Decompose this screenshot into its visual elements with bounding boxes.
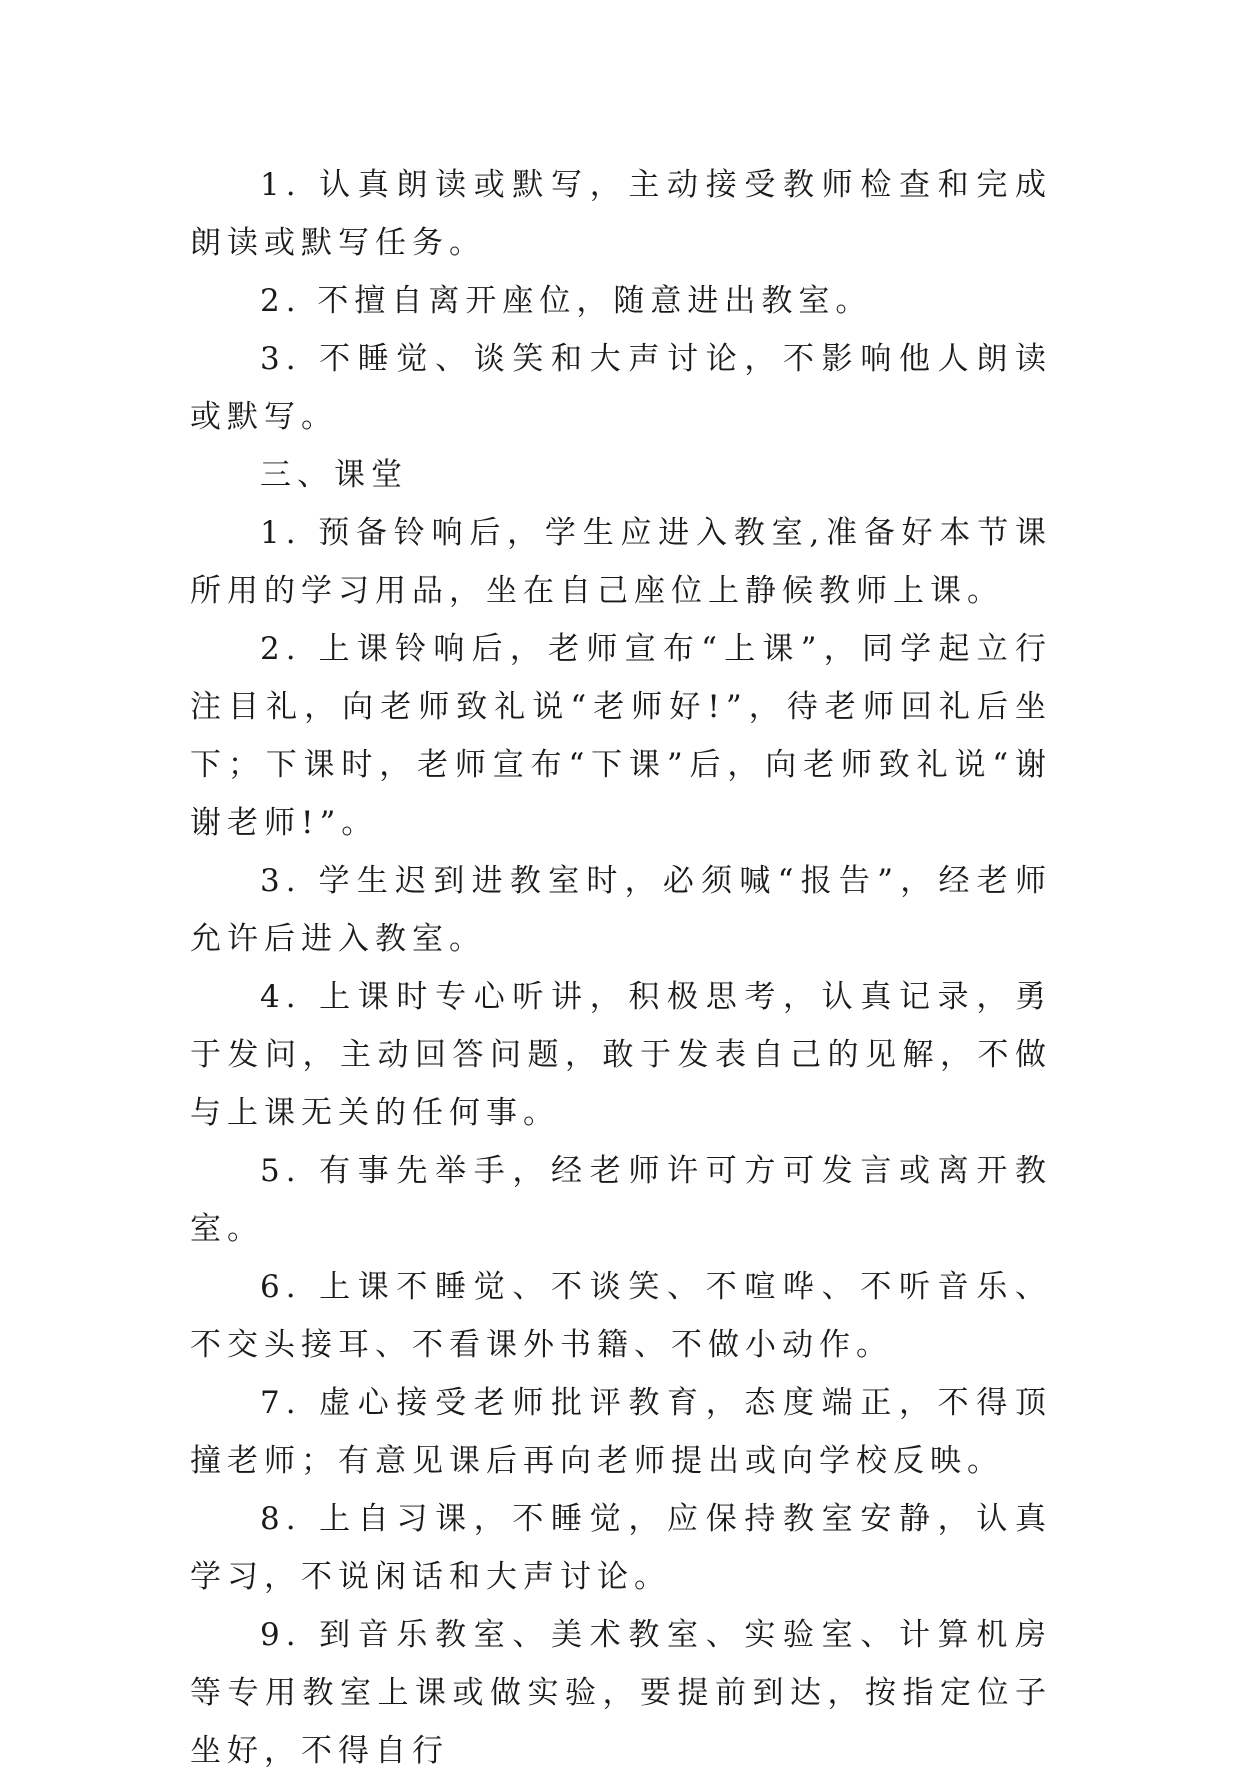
document-body bbox=[190, 156, 1052, 1780]
paragraph-classroom-rule-6: 6. 上课不睡觉、不谈笑、不喧哗、不听音乐、不交头接耳、不看课外书籍、不做小动作。 bbox=[190, 1269, 1052, 1363]
section-heading-classroom: 三、课堂 bbox=[260, 457, 408, 493]
paragraph-read-aloud-rule-1: 1. 认真朗读或默写，主动接受教师检查和完成朗读或默写任务。 bbox=[190, 167, 1052, 261]
paragraph-classroom-rule-1: 1. 预备铃响后，学生应进入教室,准备好本节课所用的学习用品，坐在自己座位上静候教师上课。 bbox=[190, 515, 1052, 609]
paragraph-classroom-rule-9: 9. 到音乐教室、美术教室、实验室、计算机房等专用教室上课或做实验，要提前到达，按指定位子坐好，不得自行 bbox=[190, 1617, 1052, 1769]
paragraph-classroom-rule-5: 5. 有事先举手，经老师许可方可发言或离开教室。 bbox=[190, 1153, 1052, 1247]
paragraph-classroom-rule-4: 4. 上课时专心听讲，积极思考，认真记录，勇于发问，主动回答问题，敢于发表自己的见解，不做与上课无关的任何事。 bbox=[190, 979, 1052, 1131]
paragraph-classroom-rule-8: 8. 上自习课，不睡觉，应保持教室安静，认真学习，不说闲话和大声讨论。 bbox=[190, 1501, 1052, 1595]
paragraph-read-aloud-rule-3: 3. 不睡觉、谈笑和大声讨论，不影响他人朗读或默写。 bbox=[190, 341, 1052, 435]
paragraph-read-aloud-rule-2: 2. 不擅自离开座位，随意进出教室。 bbox=[260, 283, 873, 319]
paragraph-classroom-rule-3: 3. 学生迟到进教室时，必须喊“报告”，经老师允许后进入教室。 bbox=[190, 863, 1052, 957]
paragraph-classroom-rule-2: 2. 上课铃响后，老师宣布“上课”，同学起立行注目礼，向老师致礼说“老师好!”，待老师回礼后坐下；下课时，老师宣布“下课”后，向老师致礼说“谢谢老师!”。 bbox=[190, 631, 1052, 841]
paragraph-classroom-rule-7: 7. 虚心接受老师批评教育，态度端正，不得顶撞老师；有意见课后再向老师提出或向学校反映。 bbox=[190, 1385, 1052, 1479]
